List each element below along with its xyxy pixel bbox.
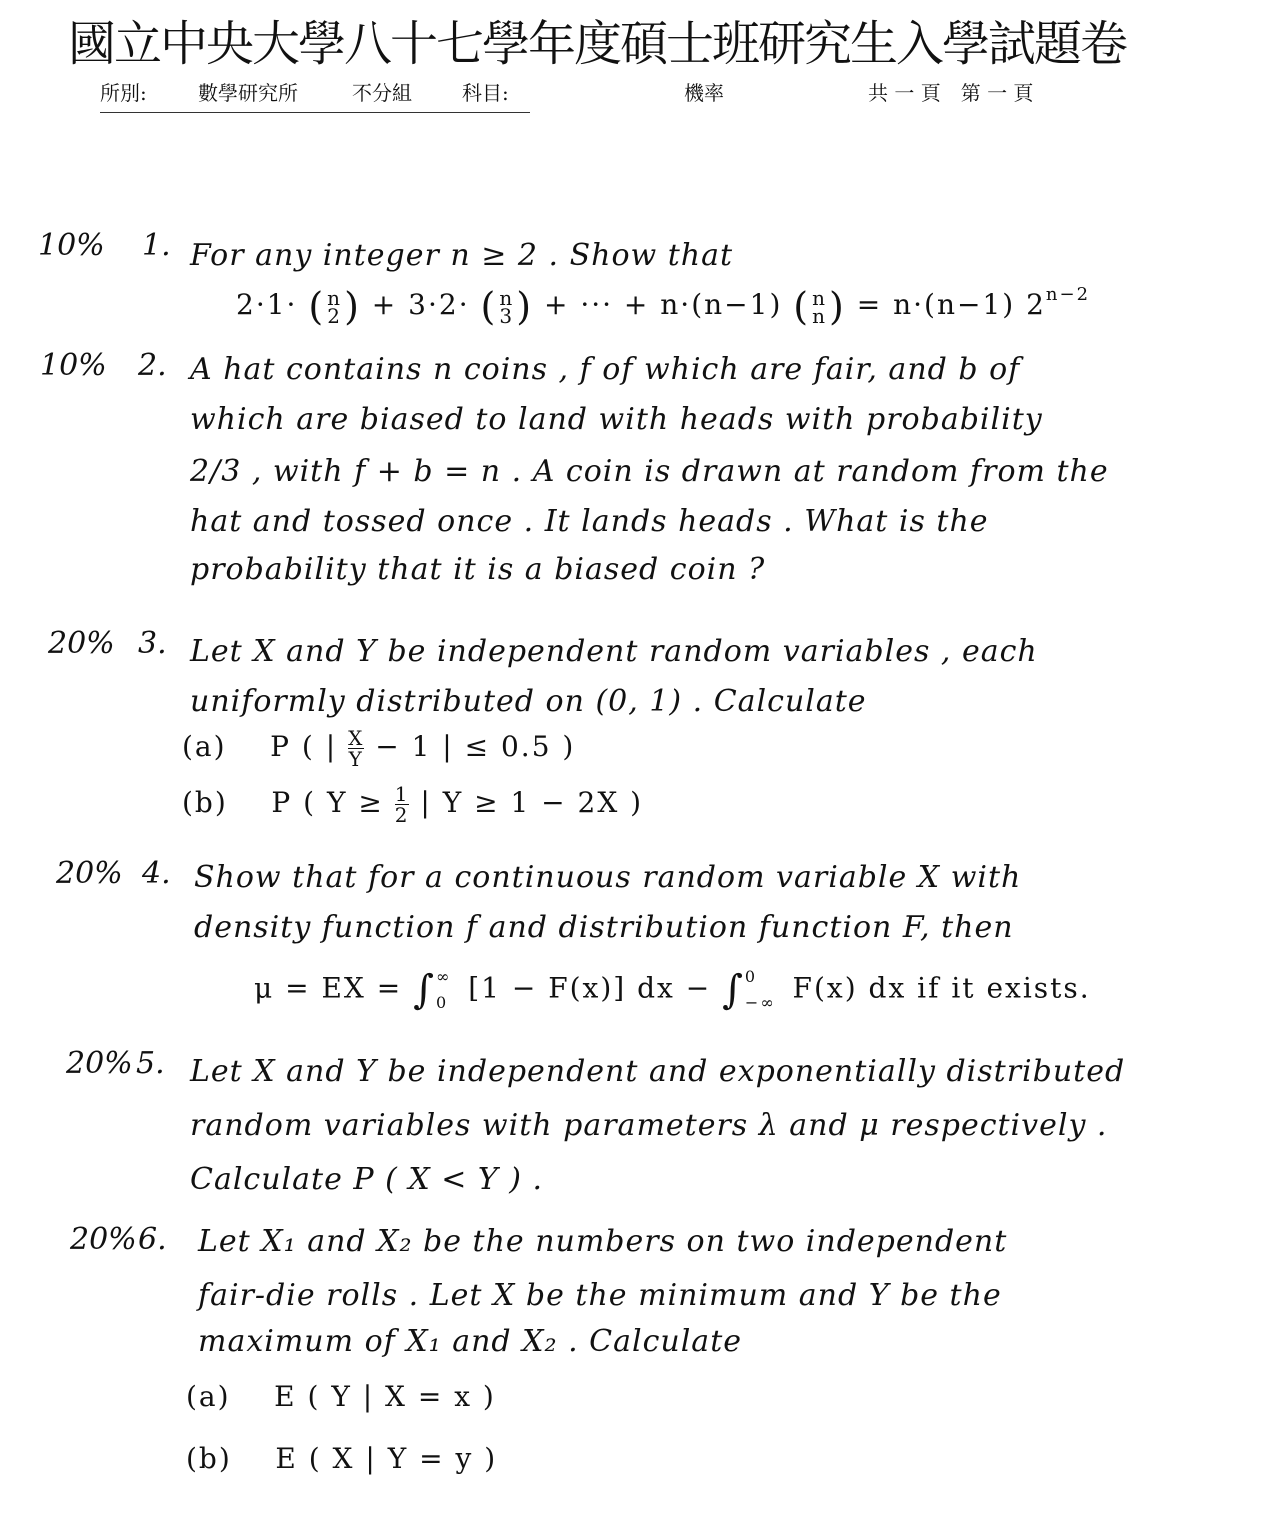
- q4-line-1: Show that for a continuous random variable X with: [194, 860, 1022, 895]
- q4-weight: 20%: [56, 856, 123, 891]
- q4-limits-2: 0 −∞: [744, 967, 776, 1012]
- dept-label: 所別:: [100, 81, 147, 105]
- q6-part-b-expr: E ( X | Y = y ): [275, 1442, 498, 1475]
- q1-formula-t2: + 3·2·: [371, 288, 470, 321]
- q4-formula-lhs: μ = EX =: [254, 971, 403, 1005]
- q2-line-5: probability that it is a biased coin ?: [190, 552, 766, 587]
- subject-label: 科目:: [462, 81, 509, 105]
- q5-number: 5.: [136, 1046, 165, 1081]
- subject-value: 機率: [684, 81, 724, 105]
- q1-binom-3: n n: [812, 285, 827, 328]
- integral-sign-1: ∫: [413, 967, 436, 1013]
- q6-line-3: maximum of X₁ and X₂ . Calculate: [198, 1324, 743, 1359]
- q6-line-2: fair-die rolls . Let X be the minimum and Y be the: [198, 1278, 1002, 1313]
- q2-line-3: 2/3 , with f + b = n . A coin is drawn at random from the: [190, 454, 1109, 489]
- q1-formula-t1: 2·1·: [236, 288, 298, 321]
- q3-part-b-fraction: $\frac{1}{2}$: [394, 782, 410, 827]
- q5-line-3: Calculate P ( X < Y ) .: [190, 1162, 544, 1197]
- q2-line-2: which are biased to land with heads with probability: [190, 402, 1043, 437]
- q1-line-1: For any integer n ≥ 2 . Show that: [190, 238, 734, 273]
- dept-value: 數學研究所: [198, 81, 298, 105]
- q6-part-a-label: (a): [186, 1380, 231, 1413]
- q1-formula-t4: = n·(n−1) 2: [856, 288, 1046, 321]
- q3-line-1: Let X and Y be independent random variables , each: [190, 634, 1038, 669]
- q2-weight: 10%: [40, 348, 107, 383]
- q6-line-1: Let X₁ and X₂ be the numbers on two independent: [198, 1224, 1008, 1259]
- q6-part-a-expr: E ( Y | X = x ): [274, 1380, 496, 1413]
- q3-line-2: uniformly distributed on (0, 1) . Calculate: [190, 684, 867, 719]
- q3-part-b: [182, 784, 643, 825]
- q5-weight: 20%: [66, 1046, 133, 1081]
- q4-formula: [254, 964, 1091, 1016]
- q3-part-b-pre: P ( Y ≥: [271, 786, 384, 819]
- q4-number: 4.: [142, 856, 171, 891]
- q6-number: 6.: [138, 1222, 167, 1257]
- q6-part-b: [186, 1442, 497, 1475]
- q5-line-1: Let X and Y be independent and exponentially distributed: [190, 1054, 1126, 1089]
- q6-weight: 20%: [70, 1222, 137, 1257]
- q3-number: 3.: [138, 626, 167, 661]
- q5-line-2: random variables with parameters λ and μ respectively .: [190, 1108, 1108, 1143]
- q6-part-b-label: (b): [186, 1442, 232, 1475]
- q1-binom-2: n 3: [499, 285, 515, 328]
- q1-formula-t3: + ··· + n·(n−1): [543, 288, 783, 321]
- q3-part-a-fraction: $\frac{X}{Y}$: [348, 726, 365, 771]
- q4-limits-1: ∞ 0: [435, 967, 452, 1012]
- header-underline: [100, 112, 530, 113]
- q3-part-b-label: (b): [182, 786, 228, 819]
- q3-part-b-post: | Y ≥ 1 − 2X ): [420, 786, 644, 819]
- q3-part-a-post: − 1 | ≤ 0.5 ): [375, 730, 576, 763]
- group-value: 不分組: [352, 81, 412, 105]
- q2-line-1: A hat contains n coins , f of which are fair, and b of: [190, 352, 1021, 387]
- q1-binom-1: n 2: [327, 285, 343, 328]
- q1-exponent: n−2: [1045, 284, 1091, 305]
- q4-formula-rhs: F(x) dx if it exists.: [792, 971, 1091, 1005]
- q2-line-4: hat and tossed once . It lands heads . What is the: [190, 504, 989, 539]
- q2-number: 2.: [138, 348, 167, 383]
- q4-formula-mid: [1 − F(x)] dx −: [468, 971, 712, 1005]
- exam-title: 國立中央大學八十七學年度碩士班研究生入學試題卷: [68, 16, 1127, 72]
- q4-line-2: density function f and distribution function F, then: [194, 910, 1014, 945]
- q3-weight: 20%: [48, 626, 115, 661]
- q6-part-a: [186, 1380, 496, 1413]
- q3-part-a-pre: P ( |: [270, 730, 338, 763]
- integral-sign-2: ∫: [722, 967, 745, 1013]
- q3-part-a: [182, 728, 575, 769]
- q1-weight: 10%: [38, 228, 105, 263]
- q1-formula: 2·1· ( n 2) + 3·2· ( n 3) + ··· + n·(n−1) ( n n) = n·(n−1) $2^{n-2}$: [236, 284, 1091, 329]
- q3-part-a-label: (a): [182, 730, 227, 763]
- page-count: 共 一 頁 第 一 頁: [868, 81, 1034, 105]
- q1-number: 1.: [142, 228, 171, 263]
